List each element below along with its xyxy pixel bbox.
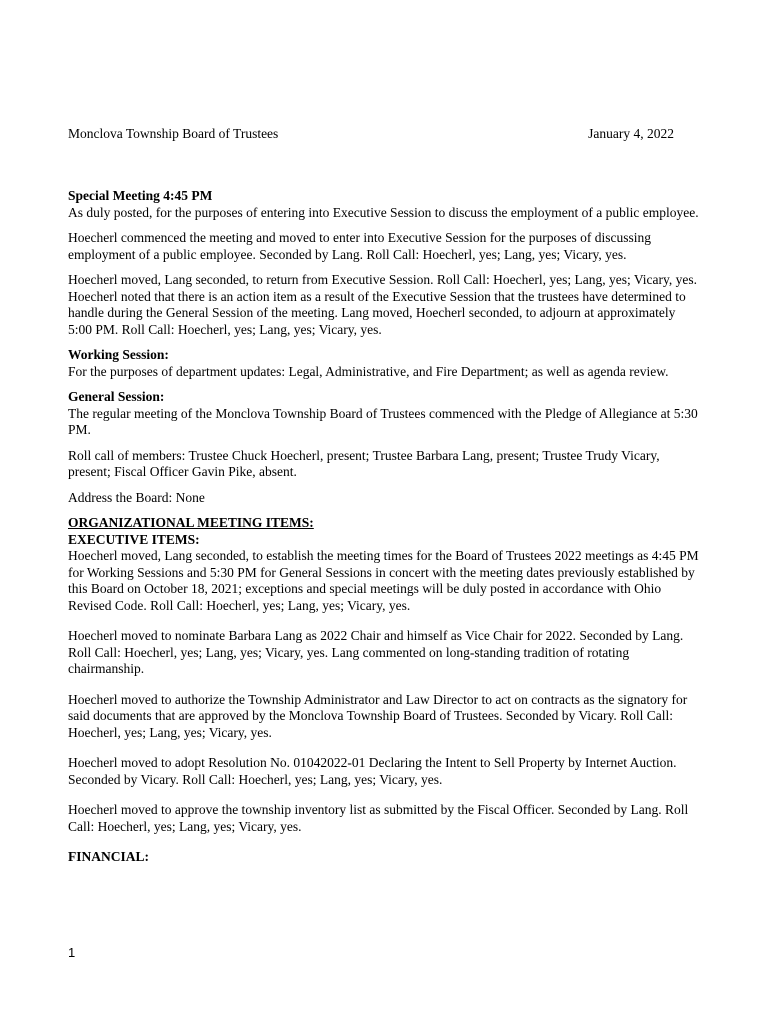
organization-name: Monclova Township Board of Trustees bbox=[68, 126, 279, 141]
meeting-date: January 4, 2022 bbox=[588, 126, 674, 141]
page-number: 1 bbox=[68, 945, 76, 960]
executive-item: Hoecherl moved to authorize the Township Administrator and Law Director to act on contracts as the signatory for said documents that are approved by the Monclova Township Board of Trustees. Seconded by Vicary. Roll Call: Hoecherl, yes; Lang, yes; Vicary, yes. bbox=[68, 691, 688, 740]
special-meeting-paragraph-2: Hoecherl moved, Lang seconded, to return from Executive Session. Roll Call: Hoecherl, yes; Lang, yes; Vicary, yes. Hoecherl noted that there is an action item as a result of the Executive Session that the trustees have determined to handle during the General Session of the meeting. Lang moved, Hoecherl seconded, to adjourn at approximately 5:00 PM. Roll Call: Hoecherl, yes; Lang, yes; Vicary, yes. bbox=[68, 272, 698, 337]
organizational-heading: ORGANIZATIONAL MEETING ITEMS: bbox=[68, 515, 314, 530]
special-meeting-intro: As duly posted, for the purposes of entering into Executive Session to discuss the employment of a public employee. bbox=[68, 204, 699, 220]
general-session-heading: General Session: bbox=[68, 389, 165, 404]
executive-item: Hoecherl moved to nominate Barbara Lang as 2022 Chair and himself as Vice Chair for 2022. Seconded by Lang. Roll Call: Hoecherl, yes; Lang, yes; Vicary, yes. Lang commented on long-standing tradition of rotating chairmanship. bbox=[68, 628, 684, 676]
executive-item: Hoecherl moved, Lang seconded, to establish the meeting times for the Board of Trustees 2022 meetings as 4:45 PM for Working Sessions and 5:30 PM for General Sessions in concert with the meeting dates previously established by this Board on October 18, 2021; exceptions and special meetings will be duly posted in accordance with Ohio Revised Code. Roll Call: Hoecherl, yes; Lang, yes; Vicary, yes. bbox=[68, 548, 699, 613]
executive-item: Hoecherl moved to adopt Resolution No. 01042022-01 Declaring the Intent to Sell Property by Internet Auction. Seconded by Vicary. Roll Call: Hoecherl, yes; Lang, yes; Vicary, yes. bbox=[68, 755, 677, 787]
special-meeting-paragraph-1: Hoecherl commenced the meeting and moved to enter into Executive Session for the purposes of discussing employment of a public employee. Seconded by Lang. Roll Call: Hoecherl, yes; Lang, yes; Vicary, yes. bbox=[68, 230, 651, 262]
financial-heading: FINANCIAL: bbox=[68, 849, 149, 864]
general-session-text: The regular meeting of the Monclova Township Board of Trustees commenced with the Pledge of Allegiance at 5:30 PM. bbox=[68, 405, 698, 437]
executive-items-heading: EXECUTIVE ITEMS: bbox=[68, 531, 200, 547]
roll-call-paragraph: Roll call of members: Trustee Chuck Hoecherl, present; Trustee Barbara Lang, present; Trustee Trudy Vicary, present; Fiscal Officer Gavin Pike, absent. bbox=[68, 447, 660, 479]
special-meeting-heading: Special Meeting 4:45 PM bbox=[68, 188, 213, 203]
executive-item: Hoecherl moved to approve the township inventory list as submitted by the Fiscal Officer. Seconded by Lang. Roll Call: Hoecherl, yes; Lang, yes; Vicary, yes. bbox=[68, 802, 689, 834]
working-session-heading: Working Session: bbox=[68, 347, 169, 362]
address-board-paragraph: Address the Board: None bbox=[68, 489, 205, 505]
document-body bbox=[68, 188, 700, 866]
working-session-text: For the purposes of department updates: Legal, Administrative, and Fire Department; as well as agenda review. bbox=[68, 363, 669, 379]
